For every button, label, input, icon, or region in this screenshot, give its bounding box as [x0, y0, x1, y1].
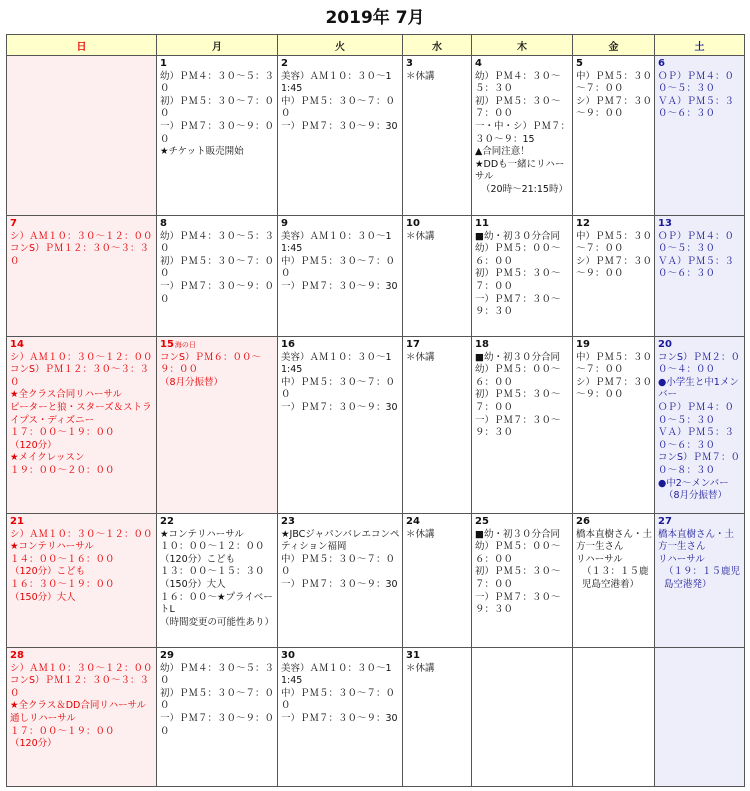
- schedule-entry: ＯＰ）ＰＭ４：００～５：３０: [658, 401, 735, 426]
- day-cell: [157, 514, 278, 648]
- day-number-value: 24: [406, 516, 420, 527]
- day-number-value: 25: [475, 516, 489, 527]
- weekday-header-sat: 土: [655, 35, 745, 56]
- day-cell: [278, 337, 403, 514]
- schedule-entry: 初）ＰＭ５：３０～７：００: [475, 268, 561, 292]
- day-cell: [7, 514, 157, 648]
- schedule-entry: ＯＰ）ＰＭ４：００～５：３０: [658, 230, 735, 255]
- schedule-entry: ＶＡ）ＰＭ５：３０～６：３０: [658, 427, 735, 451]
- day-number: [10, 650, 154, 663]
- schedule-entry: 幼）ＰＭ４：３０～５：３０: [160, 70, 275, 95]
- schedule-entry: （8月分振替）: [160, 376, 224, 388]
- day-number-value: 22: [160, 516, 174, 527]
- schedule-entry: ■幼・初３０分合同: [475, 528, 560, 540]
- week-row: [7, 337, 745, 514]
- schedule-entry: 初）ＰＭ５：３０～７：００: [160, 95, 275, 120]
- day-cell: [403, 56, 472, 216]
- schedule-entry: （8月分振替）: [664, 490, 728, 502]
- day-number-value: 20: [658, 339, 672, 350]
- schedule-entry: ★JBCジャパンバレエコンペティション福岡: [281, 528, 400, 553]
- schedule-entry: 通しリハーサル: [10, 712, 76, 724]
- schedule-entry: 中）ＰＭ５：３０～７：００: [281, 255, 396, 280]
- day-cell: [7, 337, 157, 514]
- schedule-entry: ▲合同注意！: [475, 146, 530, 158]
- schedule-entry: 一）ＰＭ７：３０～９：30: [281, 578, 398, 590]
- day-number-value: 8: [160, 218, 167, 229]
- day-cell: [403, 337, 472, 514]
- day-number: [576, 516, 652, 529]
- day-number: [406, 650, 469, 663]
- day-number-value: 30: [281, 650, 295, 661]
- schedule-entry: ★メイクレッスン: [10, 452, 85, 464]
- schedule-entry: ＊休講: [406, 351, 435, 363]
- weekday-header-fri: 金: [573, 35, 655, 56]
- day-number: [475, 339, 570, 352]
- weekday-header-thu: 木: [472, 35, 573, 56]
- day-number: [281, 650, 400, 663]
- schedule-entry: 幼）ＰＭ５：００～６：００: [475, 541, 561, 565]
- day-cell: [472, 216, 573, 337]
- schedule-entry: 橋本直樹さん・土方一生さん: [658, 528, 735, 553]
- schedule-entry: ★コンテリハーサル: [160, 528, 244, 540]
- day-number: [475, 58, 570, 71]
- day-cell: [278, 56, 403, 216]
- schedule-entry: １６：００～★プライベートL: [160, 591, 273, 616]
- schedule-entry: 一・中・シ）ＰＭ７：３０～９：15: [475, 120, 571, 145]
- day-number: [576, 58, 652, 71]
- day-cell: [573, 56, 655, 216]
- schedule-entry: 初）ＰＭ５：３０～７：００: [160, 687, 275, 712]
- day-number-value: 1: [160, 58, 167, 69]
- day-cell: [573, 514, 655, 648]
- day-number-value: 17: [406, 339, 420, 350]
- schedule-entry: 初）ＰＭ５：３０～７：００: [475, 95, 561, 120]
- day-number: [406, 339, 469, 352]
- day-number: [406, 58, 469, 71]
- day-cell: [472, 514, 573, 648]
- schedule-entry: シ）ＡＭ１０：３０～１２：００: [10, 662, 153, 674]
- day-number-value: 2: [281, 58, 288, 69]
- day-number: [658, 218, 742, 231]
- schedule-entry: ★チケット販売開始: [160, 146, 244, 158]
- schedule-entry: 美容）ＡＭ１０：３０～11:45: [281, 351, 392, 376]
- schedule-entry: 一）ＰＭ７：３０～９：30: [281, 120, 398, 132]
- day-number-value: 16: [281, 339, 295, 350]
- schedule-entry: ＯＰ）ＰＭ４：００～５：３０: [658, 70, 735, 95]
- schedule-entry: 初）ＰＭ５：３０～７：００: [160, 255, 275, 280]
- day-number-value: 5: [576, 58, 583, 69]
- day-number-value: 28: [10, 650, 24, 661]
- schedule-entry: シ）ＡＭ１０：３０～１２：００: [10, 230, 153, 242]
- schedule-entry: （120分）: [10, 439, 57, 451]
- schedule-entry: 幼）ＰＭ４：３０～５：３０: [160, 230, 275, 255]
- schedule-entry: 幼）ＰＭ４：３０～５：３０: [475, 70, 561, 95]
- schedule-entry: リハーサル: [576, 553, 623, 565]
- schedule-entry: 初）ＰＭ５：３０～７：００: [475, 566, 561, 590]
- schedule-entry: 一）ＰＭ７：３０～９：００: [160, 280, 275, 305]
- day-cell: [7, 648, 157, 787]
- week-row: [7, 648, 745, 787]
- schedule-entry: シ）ＡＭ１０：３０～１２：００: [10, 528, 153, 540]
- day-cell: [655, 216, 745, 337]
- schedule-entry: 中）ＰＭ５：３０～７：００: [576, 351, 653, 376]
- day-cell: [573, 648, 655, 787]
- schedule-entry: 美容）ＡＭ１０：３０～11:45: [281, 230, 392, 255]
- schedule-entry: 一）ＰＭ７：３０～９：30: [281, 712, 398, 724]
- day-cell: [157, 56, 278, 216]
- schedule-entry: 初）ＰＭ５：３０～７：００: [475, 389, 561, 413]
- day-cell: [655, 56, 745, 216]
- day-number: [10, 516, 154, 529]
- day-cell: [157, 216, 278, 337]
- day-cell: [157, 337, 278, 514]
- schedule-entry: シ）ＰＭ７：３０～９：００: [576, 95, 653, 120]
- day-number-value: 31: [406, 650, 420, 661]
- day-cell: [7, 216, 157, 337]
- schedule-entry: コンS）ＰＭ１２：３０～３：３０: [10, 364, 150, 388]
- schedule-entry: ●小学生と中1メンバー: [658, 376, 739, 401]
- week-row: [7, 216, 745, 337]
- schedule-entry: １７：００～１９：００: [10, 725, 115, 737]
- day-number: [160, 58, 275, 71]
- day-cell: [472, 648, 573, 787]
- schedule-entry: １９：００～２０：００: [10, 464, 115, 476]
- schedule-entry: シ）ＰＭ７：３０～９：００: [576, 255, 653, 280]
- schedule-entry: ＊休講: [406, 528, 435, 540]
- schedule-entry: （150分）大人: [10, 591, 76, 603]
- day-number-value: 3: [406, 58, 413, 69]
- schedule-entry: 一）ＰＭ７：３０～９：００: [160, 712, 275, 737]
- day-cell: [472, 56, 573, 216]
- day-number-value: 6: [658, 58, 665, 69]
- schedule-entry: 一）ＰＭ７：３０～９：30: [281, 401, 398, 413]
- schedule-entry: ●中2～メンバー: [658, 477, 729, 489]
- day-cell: [7, 56, 157, 216]
- day-number: [160, 339, 275, 352]
- schedule-entry: 幼）ＰＭ５：００～６：００: [475, 364, 561, 388]
- schedule-entry: 一）ＰＭ７：３０～９：３０: [475, 414, 561, 439]
- week-row: [7, 514, 745, 648]
- weekday-header-mon: 月: [157, 35, 278, 56]
- day-cell: [403, 648, 472, 787]
- day-number-value: 23: [281, 516, 295, 527]
- schedule-entry: （20時～21:15時）: [481, 183, 568, 195]
- day-number: [160, 218, 275, 231]
- schedule-entry: 幼）ＰＭ５：００～６：００: [475, 243, 561, 267]
- schedule-entry: コンS）ＰＭ１２：３０～３：３０: [10, 675, 150, 699]
- day-number-value: 18: [475, 339, 489, 350]
- day-number-value: 14: [10, 339, 24, 350]
- schedule-entry: 幼）ＰＭ４：３０～５：３０: [160, 662, 275, 687]
- day-number-value: 12: [576, 218, 590, 229]
- day-number-value: 19: [576, 339, 590, 350]
- weekday-header-row: [7, 35, 745, 56]
- day-number: [160, 516, 275, 529]
- day-cell: [278, 514, 403, 648]
- schedule-entry: 中）ＰＭ５：３０～７：００: [576, 70, 653, 95]
- day-number: [10, 339, 154, 352]
- schedule-entry: 一）ＰＭ７：３０～９：３０: [475, 591, 561, 616]
- schedule-entry: ★コンテリハーサル: [10, 541, 94, 553]
- schedule-entry: 中）ＰＭ５：３０～７：００: [281, 95, 396, 120]
- day-number: [658, 516, 742, 529]
- day-number: [10, 218, 154, 231]
- day-number: [406, 218, 469, 231]
- schedule-entry: 橋本直樹さん・土方一生さん: [576, 528, 653, 553]
- day-cell: [278, 216, 403, 337]
- day-number-value: 15: [160, 339, 174, 350]
- day-cell: [655, 648, 745, 787]
- schedule-entry: 一）ＰＭ７：３０～９：３０: [475, 293, 561, 318]
- day-cell: [157, 648, 278, 787]
- day-number-value: 26: [576, 516, 590, 527]
- day-cell: [472, 337, 573, 514]
- week-row: [7, 56, 745, 216]
- day-number-value: 11: [475, 218, 489, 229]
- day-number-value: 29: [160, 650, 174, 661]
- schedule-entry: コンS）ＰＭ７：００～８：３０: [658, 452, 741, 476]
- day-number-value: 7: [10, 218, 17, 229]
- weekday-header-wed: 水: [403, 35, 472, 56]
- schedule-entry: ＶＡ）ＰＭ５：３０～６：３０: [658, 255, 735, 280]
- day-number-value: 27: [658, 516, 672, 527]
- day-cell: [403, 216, 472, 337]
- schedule-entry: ■幼・初３０分合同: [475, 230, 560, 242]
- monthly-schedule-table: [6, 34, 745, 787]
- schedule-entry: コンS）ＰＭ１２：３０～３：３０: [10, 243, 150, 267]
- weekday-header-tue: 火: [278, 35, 403, 56]
- schedule-entry: １３：００～１５：３０（150分）大人: [160, 566, 265, 590]
- calendar-title: 2019年 7月: [325, 8, 425, 28]
- holiday-name: 海の日: [174, 341, 196, 349]
- day-number-value: 9: [281, 218, 288, 229]
- schedule-entry: ★全クラス＆DD合同リハーサル: [10, 700, 147, 712]
- day-cell: [403, 514, 472, 648]
- schedule-entry: ＶＡ）ＰＭ５：３０～６：３０: [658, 95, 735, 120]
- schedule-entry: （120分）: [10, 738, 57, 750]
- schedule-entry: 中）ＰＭ５：３０～７：００: [281, 376, 396, 401]
- day-cell: [655, 337, 745, 514]
- schedule-entry: １６：３０～１９：００: [10, 578, 115, 590]
- weekday-header-sun: 日: [7, 35, 157, 56]
- day-cell: [573, 216, 655, 337]
- day-cell: [655, 514, 745, 648]
- schedule-entry: 一）ＰＭ７：３０～９：30: [281, 280, 398, 292]
- schedule-entry: ★全クラス合同リハーサル: [10, 389, 122, 401]
- day-number: [576, 218, 652, 231]
- schedule-entry: １４：００～１６：００: [10, 553, 115, 565]
- day-number-value: 13: [658, 218, 672, 229]
- schedule-entry: シ）ＰＭ７：３０～９：００: [576, 376, 653, 401]
- schedule-entry: （時間変更の可能性あり）: [160, 616, 275, 628]
- schedule-entry: シ）ＡＭ１０：３０～１２：００: [10, 351, 153, 363]
- day-number: [576, 339, 652, 352]
- day-number: [281, 339, 400, 352]
- schedule-entry: 中）ＰＭ５：３０～７：００: [281, 553, 396, 578]
- day-number: [281, 218, 400, 231]
- day-number: [658, 58, 742, 71]
- schedule-entry: １０：００～１２：００（120分）こども: [160, 541, 265, 565]
- schedule-entry: 美容）ＡＭ１０：３０～11:45: [281, 662, 392, 687]
- schedule-entry: 一）ＰＭ７：３０～９：００: [160, 120, 275, 145]
- day-cell: [573, 337, 655, 514]
- day-number: [281, 516, 400, 529]
- schedule-entry: 中）ＰＭ５：３０～７：００: [281, 687, 396, 712]
- day-number: [281, 58, 400, 71]
- day-number: [658, 339, 742, 352]
- schedule-entry: （120分）こども: [10, 566, 86, 578]
- day-cell: [278, 648, 403, 787]
- day-number: [475, 516, 570, 529]
- schedule-entry: ■幼・初３０分合同: [475, 351, 560, 363]
- day-number: [475, 218, 570, 231]
- schedule-entry: 美容）ＡＭ１０：３０～11:45: [281, 70, 392, 95]
- schedule-entry: ＊休講: [406, 230, 435, 242]
- schedule-entry: （１９：１５鹿児島空港発）: [664, 566, 741, 590]
- day-number: [160, 650, 275, 663]
- schedule-entry: コンS）ＰＭ６：００～９：００: [160, 351, 262, 376]
- schedule-entry: １７：００～１９：００: [10, 427, 115, 439]
- schedule-entry: 中）ＰＭ５：３０～７：００: [576, 230, 653, 255]
- schedule-entry: リハーサル: [658, 553, 705, 565]
- schedule-entry: ピーターと狼・スターズ＆ストライプス・ディズニー: [10, 401, 152, 426]
- day-number-value: 21: [10, 516, 24, 527]
- day-number-value: 4: [475, 58, 482, 69]
- schedule-entry: （１３：１５鹿児島空港着）: [582, 566, 649, 590]
- schedule-entry: ＊休講: [406, 662, 435, 674]
- schedule-entry: ＊休講: [406, 70, 435, 82]
- schedule-entry: コンS）ＰＭ２：００～４：００: [658, 351, 741, 376]
- day-number-value: 10: [406, 218, 420, 229]
- day-number: [406, 516, 469, 529]
- schedule-entry: ★DDも一緒にリハーサル: [475, 158, 565, 183]
